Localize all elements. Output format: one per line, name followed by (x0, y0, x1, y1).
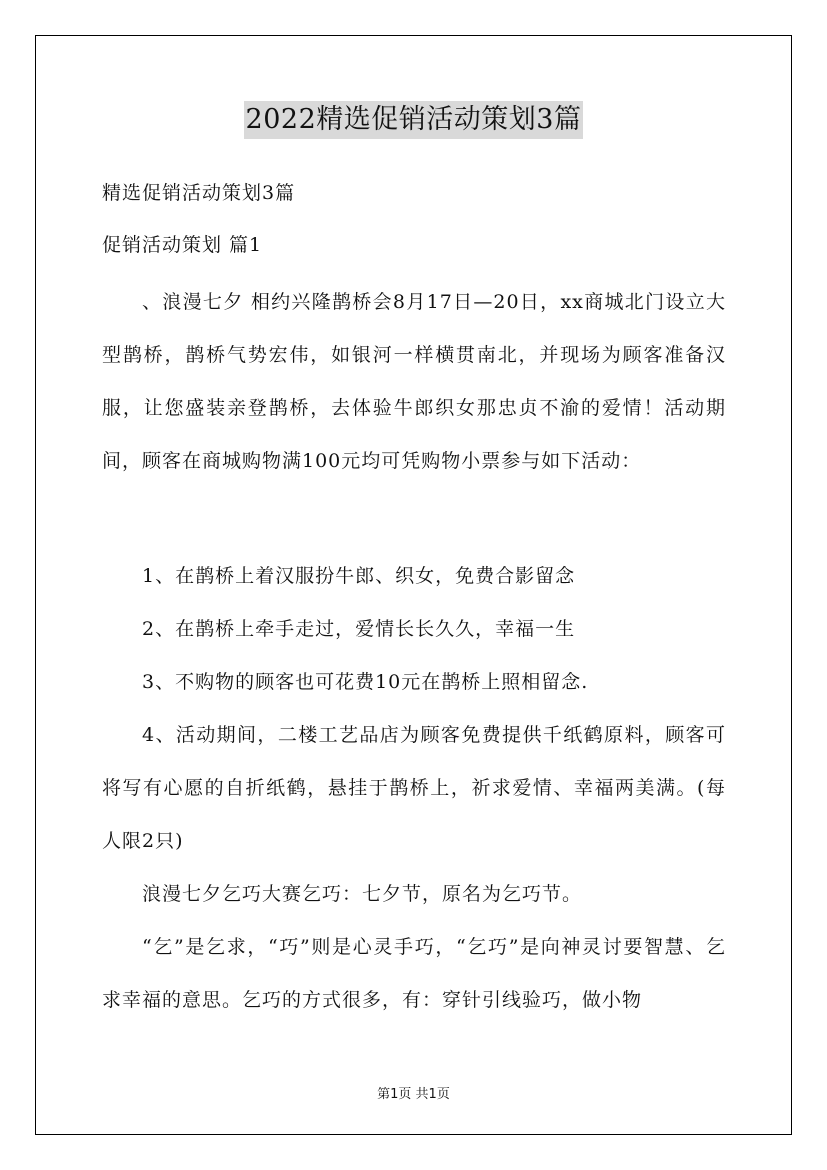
subtitle: 精选促销活动策划3篇 (102, 182, 296, 204)
list-item-2: 2、在鹊桥上牵手走过，爱情长长久久，幸福一生 (142, 618, 576, 640)
list-item-4: 4、活动期间，二楼工艺品店为顾客免费提供千纸鹤原料，顾客可将写有心愿的自折纸鹤，悬挂于鹊桥上，祈求爱情、幸福两美满。(每人限2只) (102, 724, 726, 852)
section-heading: 促销活动策划 篇1 (102, 234, 263, 256)
list-item-3: 3、不购物的顾客也可花费10元在鹊桥上照相留念. (142, 671, 589, 693)
document-body (102, 172, 726, 1027)
page-footer: 第1页 共1页 (377, 1087, 450, 1102)
list-item-1: 1、在鹊桥上着汉服扮牛郎、织女，免费合影留念 (142, 565, 576, 587)
title-container (0, 101, 827, 139)
blank-line (102, 488, 726, 550)
paragraph-intro: 、浪漫七夕 相约兴隆鹊桥会8月17日—20日，xx商城北门设立大型鹊桥，鹊桥气势宏伟，如银河一样横贯南北，并现场为顾客准备汉服，让您盛装亲登鹊桥，去体验牛郎织女那忠贞不渝的爱情！活动期间，顾客在商城购物满100元均可凭购物小票参与如下活动： (102, 291, 726, 472)
paragraph-contest: 浪漫七夕乞巧大赛乞巧：七夕节，原名为乞巧节。 (142, 883, 583, 905)
paragraph-qiqiao: “乞”是乞求，“巧”则是心灵手巧，“乞巧”是向神灵讨要智慧、乞求幸福的意思。乞巧的方式很多，有：穿针引线验巧，做小物 (102, 936, 726, 1011)
document-title: 2022精选促销活动策划3篇 (244, 101, 584, 139)
